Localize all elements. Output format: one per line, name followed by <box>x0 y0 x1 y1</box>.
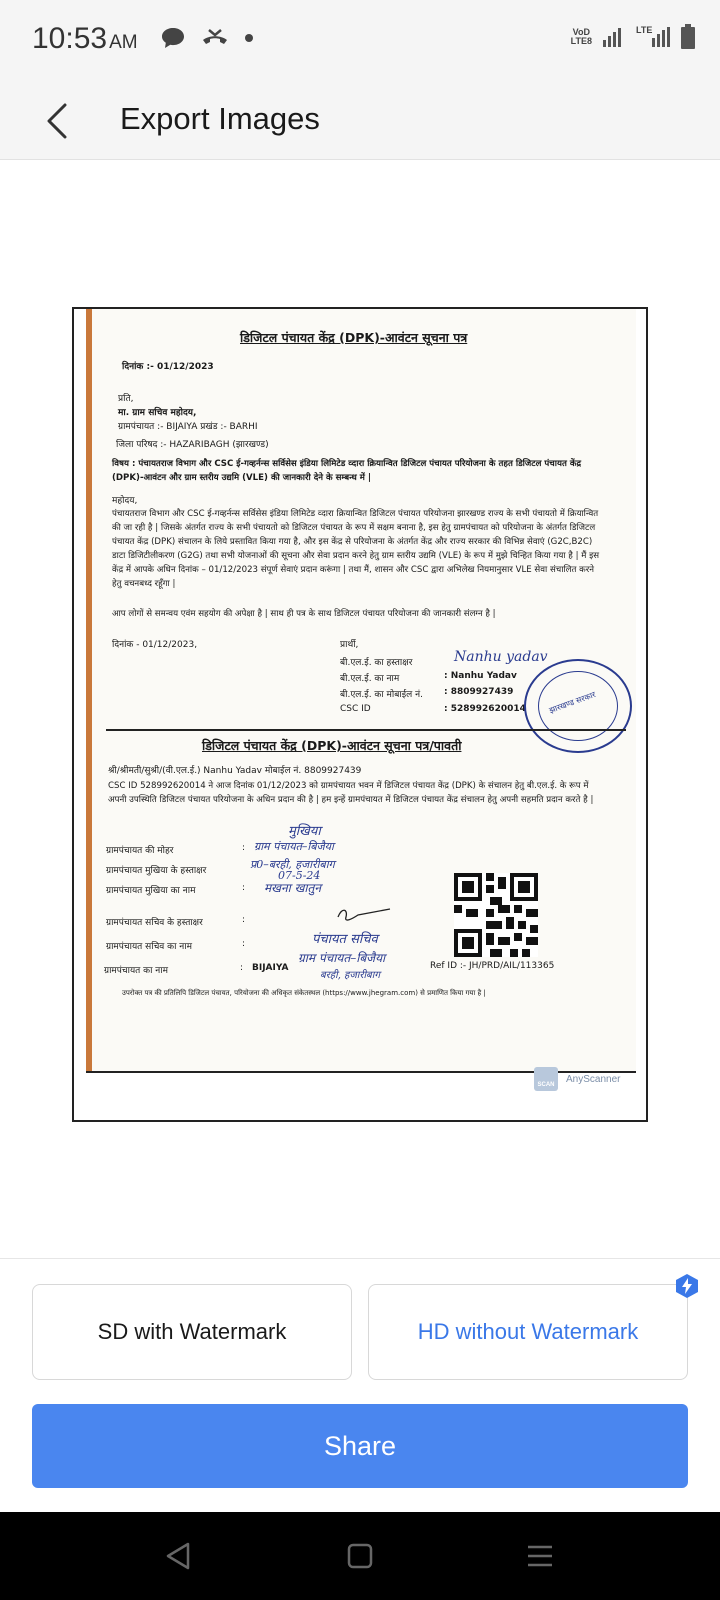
hand-panchayat-sachiv: पंचायत सचिव <box>312 932 378 947</box>
hand-date: 07-5-24 <box>278 869 321 882</box>
doc-prarthi: प्रार्थी, <box>340 640 359 650</box>
nav-menu-button[interactable] <box>518 1534 562 1578</box>
vle-sign-label: बी.एल.ई. का हस्ताक्षर <box>340 658 413 668</box>
volte-label-2: LTE8 <box>570 36 592 46</box>
doc-date: दिनांक :- 01/12/2023 <box>122 362 214 372</box>
lte-label: LTE <box>636 25 653 35</box>
system-nav-bar <box>0 1512 720 1600</box>
volte-icon <box>571 28 592 46</box>
seal-label: ग्रामपंचायत की मोहर <box>106 846 174 856</box>
doc-salutation: महोदय, <box>112 496 138 506</box>
receipt-title: डिजिटल पंचायत केंद्र (DPK)-आवंटन सूचना पत्र/पावती <box>202 738 462 753</box>
section-divider <box>106 729 626 731</box>
mukhiya-sign-label: ग्रामपंचायत मुखिया के हस्ताक्षर <box>106 866 207 876</box>
hand-gram2: ग्राम पंचायत–बिजैया <box>298 951 386 965</box>
doc-cooperation: आप लोगों से समन्वय एवंम सहयोग की अपेक्षा है | साथ ही पत्र के साथ डिजिटल पंचायत परियोजना की जानकारी संलग्न है | <box>112 609 496 619</box>
anyscanner-text: AnyScanner <box>566 1073 621 1085</box>
doc-district: जिला परिषद :- HAZARIBAGH (झारखण्ड) <box>116 440 269 450</box>
doc-title: डिजिटल पंचायत केंद्र (DPK)-आवंटन सूचना पत्र <box>240 330 468 345</box>
sachiv-sign-label: ग्रामपंचायत सचिव के हस्ताक्षर <box>106 918 203 928</box>
hd-no-watermark-option[interactable]: HD without Watermark <box>368 1284 688 1380</box>
vle-mobile: : 8809927439 <box>444 687 514 697</box>
nav-home-button[interactable] <box>338 1534 382 1578</box>
sd-watermark-option[interactable]: SD with Watermark <box>32 1284 352 1380</box>
receipt-line1: श्री/श्रीमती/सुश्री/(वी.एल.ई.) Nanhu Yadav मोबाईल नं. 8809927439 <box>108 766 362 776</box>
app-bar <box>0 82 720 160</box>
back-arrow-icon <box>45 103 69 139</box>
missed-call-icon <box>200 26 230 50</box>
gp-name: BIJAIYA <box>252 963 289 973</box>
csc-label: CSC ID <box>340 704 371 714</box>
hand-pro: प्र0–बरही, हजारीबाग <box>250 858 335 871</box>
scan-icon: SCAN <box>534 1067 558 1091</box>
vle-mobile-label: बी.एल.ई. का मोबाईल नं. <box>340 690 423 700</box>
notification-icons <box>160 26 254 50</box>
vle-name: : Nanhu Yadav <box>444 671 517 681</box>
anyscanner-watermark <box>534 1067 620 1091</box>
premium-bolt-icon <box>674 1273 700 1299</box>
nav-back-icon <box>164 1541 192 1571</box>
stamp-text: झारखण्ड सरकार <box>547 689 597 716</box>
doc-gram-panchayat: ग्रामपंचायत :- BIJAIYA प्रखंड :- BARHI <box>118 422 258 432</box>
vle-name-label: बी.एल.ई. का नाम <box>340 674 400 684</box>
qr-code <box>454 873 538 957</box>
mukhiya-name-label: ग्रामपंचायत मुखिया का नाम <box>106 886 196 896</box>
receipt-line2: CSC ID 528992620014 ने आज दिनांक 01/12/2023 को ग्रामपंचायत भवन में डिजिटल पंचायत केंद्र (DPK) के संचालन हेतु बी.एल.ई. के रूप में अपनी उपस्थिति डिजिटल पंचायत परियोजना के अधिन प्रदान की है | हम इन्हें ग्रामपंचायत में डिजिटल पंचायत केंद्र संचालन हेतु अपनी सहमति प्रदान करते है | <box>108 781 594 805</box>
status-bar <box>0 0 720 82</box>
footer-note: उपरोक्त पत्र की प्रतिलिपि डिजिटल पंचायत, परियोजना की अधिकृत संकेतस्थल (https://www.jhegram.com) से प्रमाणित किया गया है | <box>122 989 486 997</box>
nav-back-button[interactable] <box>156 1534 200 1578</box>
export-preview <box>72 307 648 1122</box>
sachiv-name-colon: : <box>242 939 246 949</box>
gp-name-label: ग्रामपंचायत का नाम <box>104 966 168 976</box>
doc-to: मा. ग्राम सचिव महोदय, <box>118 408 197 418</box>
doc-body: पंचायतराज विभाग और CSC ई-गव्हर्नन्स सर्विसेस इंडिया लिमिटेड व्दारा क्रियान्वित डिजिटल पंचायत परियोजना झारखण्ड राज्य के सभी पंचायतो में क्रियान्वित की जा रही है | जिसके अंतर्गत राज्य के सभी पंचायतो को डिजिटल पंचायत के रूप में सक्षम बनाना है, इस हेतु ग्रामपंचायत को परियोजना के अंतर्गत डिजिटल पंचायत केंद्र (DPK) संचालन के लिये प्रस्तावित किया गया है, और इस केंद्र से परियोजना के अंतर्गत केंद्र और राज्य सरकार की विभिन्न सेवाएं (G2C,B2C) डाटा डिजिटीलीकरण (G2G) तथा सभी योजनाओं की सूचना और सेवा प्रदान करने हेतु ग्राम स्तरीय उद्यमि (VLE) के रूप में मुझे चिन्हित किया गया है | मैं इस केंद्र में आपके अधिन दिनांक – 01/12/2023 संपूर्ण सेवाएं प्रदान करूंगा | तथा मैं, शासन और CSC द्वारा अभिलेख नियमानुसार VLE सेवा संचालित करने हेतु वचनबध्द रहूँगा | <box>112 509 600 589</box>
nav-menu-icon <box>526 1544 554 1568</box>
seal-colon: : <box>242 843 246 853</box>
sachiv-signature <box>334 903 394 925</box>
doc-subject: विषय : पंचायतराज विभाग और CSC ई-गव्हर्नन्स सर्विसेस इंडिया लिमिटेड व्दारा क्रियान्वित डिजिटल पंचायत परियोजना के तहत डिजिटल पंचायत केंद्र (DPK)-आवंटन और ग्राम स्तरीय उद्यमि (VLE) की जानकारी देने के सम्बन्ध में | <box>112 459 582 483</box>
document-image <box>86 309 636 1071</box>
doc-date2: दिनांक - 01/12/2023, <box>112 640 198 650</box>
status-time-ampm: AM <box>109 32 138 53</box>
system-icons <box>571 24 696 50</box>
hand-makhna: मखना खातुन <box>264 881 321 895</box>
doc-prati: प्रति, <box>118 394 134 404</box>
chat-icon <box>160 26 186 50</box>
signal-icon <box>602 26 626 48</box>
battery-icon <box>680 24 696 50</box>
hand-barhi: बरही, हजारीबाग <box>320 970 380 981</box>
page-title: Export Images <box>120 101 320 136</box>
status-time-value: 10:53 <box>32 22 108 55</box>
sachiv-sign-colon: : <box>242 915 246 925</box>
lte-signal-icon <box>636 26 670 48</box>
csc-id: : 528992620014 <box>444 704 526 714</box>
gp-name-colon: : <box>240 963 244 973</box>
vle-signature: Nanhu yadav <box>454 649 548 665</box>
mukhiya-colon: : <box>242 883 246 893</box>
dot-icon <box>244 33 254 43</box>
hand-mukhiya: मुखिया <box>288 824 321 839</box>
status-time <box>32 22 138 56</box>
sachiv-name-label: ग्रामपंचायत सचिव का नाम <box>106 942 192 952</box>
nav-home-icon <box>347 1543 373 1569</box>
actions-divider <box>0 1258 720 1259</box>
back-button[interactable] <box>32 96 82 146</box>
ref-id: Ref ID :- JH/PRD/AIL/113365 <box>430 961 555 971</box>
seal-stamp <box>524 659 632 753</box>
hand-gram: ग्राम पंचायत–बिजैया <box>254 840 334 853</box>
volte-label-1: VoD <box>572 27 590 37</box>
share-button[interactable]: Share <box>32 1404 688 1488</box>
